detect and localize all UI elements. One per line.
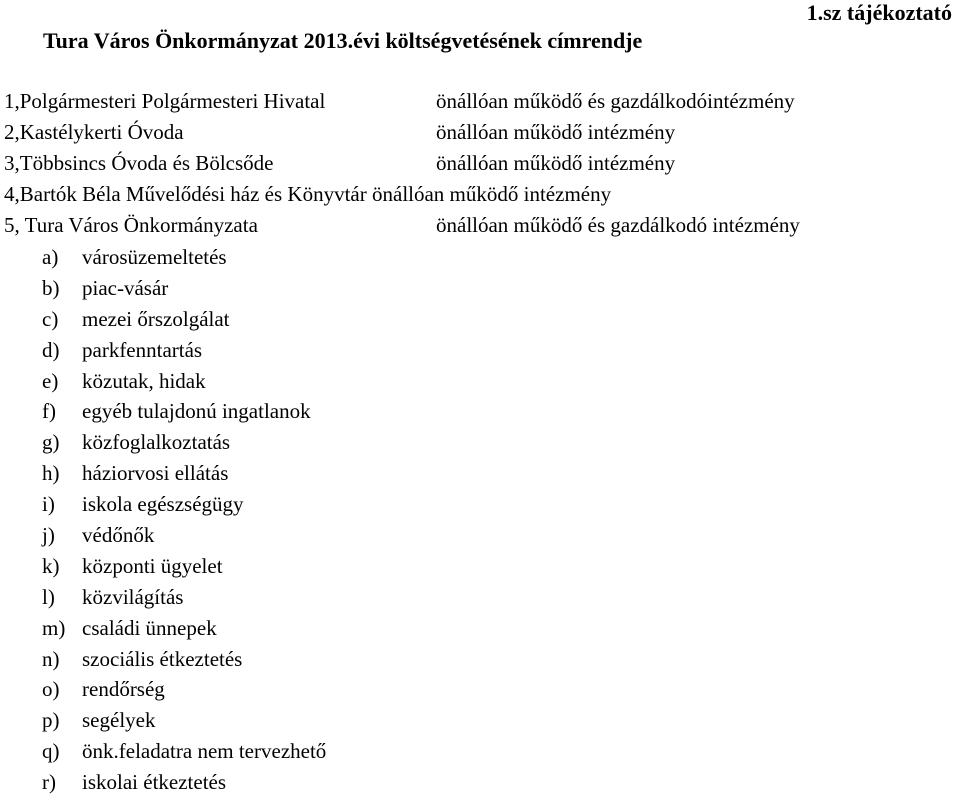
list-letter: l) <box>42 584 55 609</box>
list-item <box>42 458 326 489</box>
list-letter: c) <box>42 306 59 331</box>
list-letter: g) <box>42 430 60 455</box>
list-label: iskola egészségügy <box>82 492 244 517</box>
list-label: piac-vásár <box>82 275 169 300</box>
institution-status: önállóan működő intézmény <box>436 120 676 144</box>
list-item <box>42 767 326 798</box>
list-item <box>42 674 326 705</box>
list-label: közvilágítás <box>82 584 184 609</box>
institution-name: 1,Polgármesteri Polgármesteri Hivatal <box>4 89 326 113</box>
list-label: háziorvosi ellátás <box>82 461 229 486</box>
institution-row <box>4 86 954 117</box>
institution-text: 4,Bartók Béla Művelődési ház és Könyvtár önállóan működő intézmény <box>4 182 612 206</box>
list-label: iskolai étkeztetés <box>82 770 227 795</box>
task-list <box>42 242 326 798</box>
list-letter: j) <box>42 523 55 548</box>
list-label: önk.feladatra nem tervezhető <box>82 739 327 764</box>
list-label: központi ügyelet <box>82 553 223 578</box>
list-item <box>42 520 326 551</box>
list-letter: m) <box>42 615 66 640</box>
list-label: segélyek <box>82 708 156 733</box>
list-item <box>42 582 326 613</box>
list-item <box>42 304 326 335</box>
list-item <box>42 736 326 767</box>
list-label: rendőrség <box>82 677 165 702</box>
list-item <box>42 366 326 397</box>
institution-row <box>4 148 954 179</box>
list-letter: p) <box>42 708 60 733</box>
list-letter: k) <box>42 553 60 578</box>
institution-row <box>4 117 954 148</box>
list-letter: r) <box>42 770 56 795</box>
list-item <box>42 489 326 520</box>
list-item <box>42 242 326 273</box>
list-letter: i) <box>42 492 55 517</box>
list-label: egyéb tulajdonú ingatlanok <box>82 399 311 424</box>
institution-name: 2,Kastélykerti Óvoda <box>4 120 184 144</box>
list-letter: d) <box>42 337 60 362</box>
list-item <box>42 644 326 675</box>
list-label: szociális étkeztetés <box>82 646 243 671</box>
institution-row <box>4 179 954 210</box>
list-item <box>42 427 326 458</box>
list-label: családi ünnepek <box>82 615 217 640</box>
list-label: közutak, hidak <box>82 368 206 393</box>
institution-name: 3,Többsincs Óvoda és Bölcsőde <box>4 151 274 175</box>
list-label: mezei őrszolgálat <box>82 306 230 331</box>
list-label: városüzemeltetés <box>82 245 227 269</box>
list-letter: b) <box>42 275 60 300</box>
institution-name: 5, Tura Város Önkormányzata <box>4 213 258 237</box>
list-item <box>42 273 326 304</box>
institution-status: önállóan működő és gazdálkodóintézmény <box>436 89 795 113</box>
list-letter: a) <box>42 245 59 269</box>
list-letter: q) <box>42 739 60 764</box>
institution-status: önállóan működő és gazdálkodó intézmény <box>436 213 800 237</box>
list-item <box>42 551 326 582</box>
list-item <box>42 705 326 736</box>
attachment-note: 1.sz tájékoztató <box>806 0 952 25</box>
list-label: parkfenntartás <box>82 337 203 362</box>
list-label: közfoglalkoztatás <box>82 430 231 455</box>
institution-status: önállóan működő intézmény <box>436 151 676 175</box>
document-title: Tura Város Önkormányzat 2013.évi költségvetésének címrendje <box>43 28 643 53</box>
list-label: védőnők <box>82 523 155 548</box>
list-item <box>42 613 326 644</box>
list-letter: o) <box>42 677 60 702</box>
list-letter: n) <box>42 646 60 671</box>
list-letter: h) <box>42 461 60 486</box>
list-item <box>42 396 326 427</box>
institution-row <box>4 210 954 241</box>
list-letter: e) <box>42 368 59 393</box>
list-letter: f) <box>42 399 56 424</box>
list-item <box>42 335 326 366</box>
